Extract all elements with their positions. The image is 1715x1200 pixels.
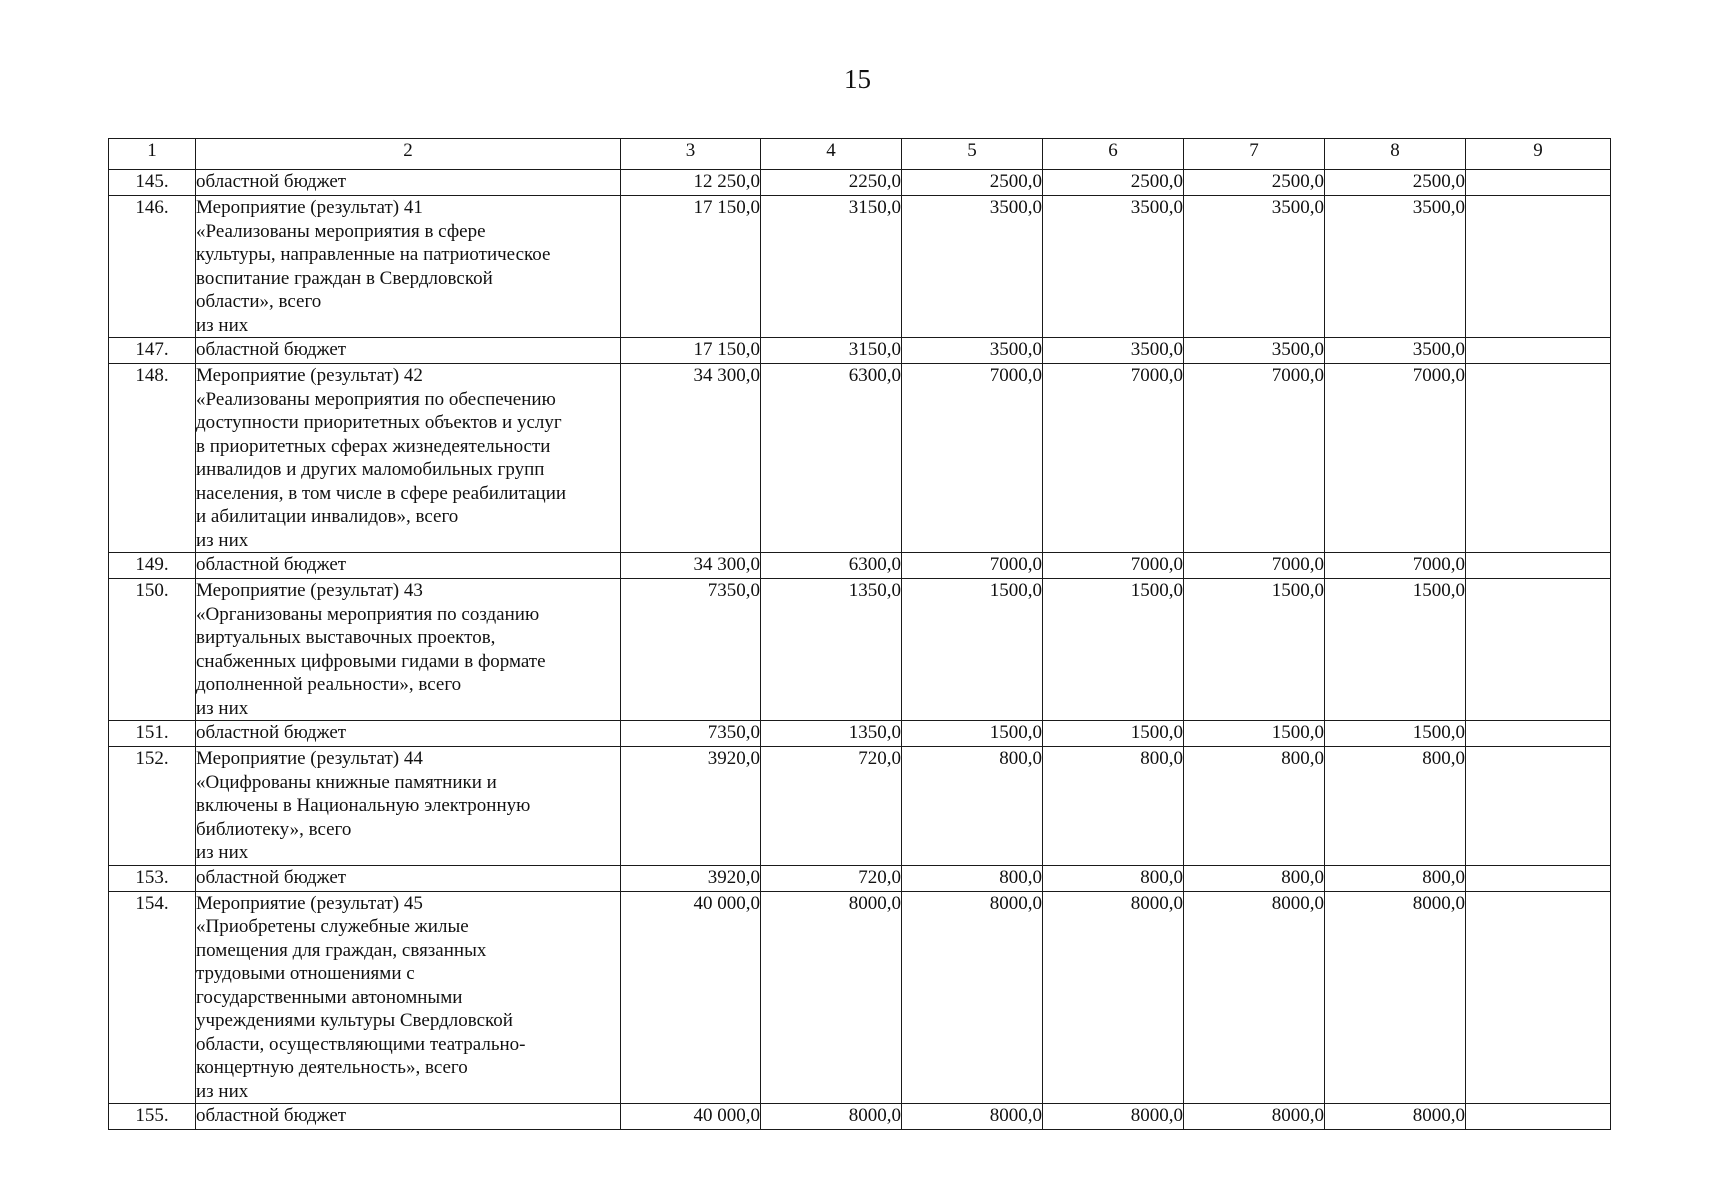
amount-cell-col6: 3500,0 (1043, 338, 1184, 364)
amount-cell-col5: 1500,0 (902, 579, 1043, 721)
description-line: «Реализованы мероприятия по обеспечению (196, 388, 556, 410)
amount-cell-col3: 17 150,0 (621, 196, 761, 338)
description-line: доступности приоритетных объектов и услуг (196, 412, 562, 433)
amount-cell-col6: 2500,0 (1043, 170, 1184, 196)
description-line: из них (196, 529, 249, 551)
amount-cell-col8: 1500,0 (1325, 721, 1466, 747)
amount-cell-col7: 8000,0 (1184, 1104, 1325, 1130)
amount-cell-col7: 8000,0 (1184, 891, 1325, 1104)
row-number: 150. (109, 579, 196, 721)
table-row (109, 196, 1611, 338)
amount-cell-col6: 800,0 (1043, 865, 1184, 891)
amount-cell-col9 (1466, 865, 1611, 891)
amount-cell-col8: 7000,0 (1325, 553, 1466, 579)
table-row (109, 170, 1611, 196)
amount-cell-col4: 1350,0 (761, 721, 902, 747)
description-line: областной бюджет (196, 339, 347, 360)
table-row (109, 1104, 1611, 1130)
row-number: 152. (109, 747, 196, 866)
amount-cell-col6: 800,0 (1043, 747, 1184, 866)
row-number: 153. (109, 865, 196, 891)
row-description (196, 1104, 621, 1130)
description-line: из них (196, 842, 249, 863)
amount-cell-col3: 17 150,0 (621, 338, 761, 364)
amount-cell-col5: 800,0 (902, 865, 1043, 891)
description-line: воспитание граждан в Свердловской (196, 267, 493, 289)
amount-cell-col8: 1500,0 (1325, 579, 1466, 721)
column-header: 2 (196, 139, 621, 170)
amount-cell-col3: 7350,0 (621, 721, 761, 747)
row-description (196, 721, 621, 747)
amount-cell-col7: 2500,0 (1184, 170, 1325, 196)
description-line: дополненной реальности», всего (196, 674, 462, 695)
amount-cell-col3: 34 300,0 (621, 553, 761, 579)
amount-cell-col3: 12 250,0 (621, 170, 761, 196)
amount-cell-col8: 800,0 (1325, 865, 1466, 891)
table-row (109, 747, 1611, 866)
description-line: концертную деятельность», всего (196, 1057, 468, 1078)
table-row (109, 865, 1611, 891)
amount-cell-col5: 3500,0 (902, 338, 1043, 364)
description-line: библиотеку», всего (196, 818, 352, 840)
description-line: населения, в том числе в сфере реабилитации (196, 482, 567, 504)
description-line: областной бюджет (196, 722, 347, 743)
description-line: «Приобретены служебные жилые (196, 916, 469, 937)
row-description (196, 891, 621, 1104)
row-description (196, 747, 621, 866)
description-line: областной бюджет (196, 1105, 347, 1126)
amount-cell-col3: 3920,0 (621, 865, 761, 891)
table-row (109, 721, 1611, 747)
description-line: области», всего (196, 291, 322, 312)
column-header: 8 (1325, 139, 1466, 170)
column-header: 6 (1043, 139, 1184, 170)
amount-cell-col5: 800,0 (902, 747, 1043, 866)
description-line: включены в Национальную электронную (196, 795, 531, 816)
amount-cell-col3: 40 000,0 (621, 1104, 761, 1130)
table-row (109, 364, 1611, 553)
amount-cell-col8: 8000,0 (1325, 1104, 1466, 1130)
row-number: 155. (109, 1104, 196, 1130)
description-line: областной бюджет (196, 866, 347, 888)
description-line: «Реализованы мероприятия в сфере (196, 220, 486, 242)
description-line: виртуальных выставочных проектов, (196, 627, 496, 648)
amount-cell-col9 (1466, 891, 1611, 1104)
amount-cell-col8: 8000,0 (1325, 891, 1466, 1104)
amount-cell-col4: 720,0 (761, 865, 902, 891)
amount-cell-col7: 1500,0 (1184, 721, 1325, 747)
amount-cell-col9 (1466, 364, 1611, 553)
description-line: из них (196, 697, 249, 719)
description-line: из них (196, 1080, 249, 1102)
description-line: культуры, направленные на патриотическое (196, 244, 551, 265)
row-description (196, 338, 621, 364)
page-number: 15 (844, 64, 871, 94)
amount-cell-col3: 3920,0 (621, 747, 761, 866)
row-number: 148. (109, 364, 196, 553)
table-row (109, 891, 1611, 1104)
description-line: помещения для граждан, связанных (196, 939, 487, 961)
amount-cell-col6: 8000,0 (1043, 891, 1184, 1104)
description-line: Мероприятие (результат) 44 (196, 748, 423, 769)
description-line: Мероприятие (результат) 41 (196, 197, 423, 218)
amount-cell-col4: 2250,0 (761, 170, 902, 196)
description-line: областной бюджет (196, 554, 347, 575)
amount-cell-col5: 1500,0 (902, 721, 1043, 747)
column-header: 5 (902, 139, 1043, 170)
amount-cell-col4: 3150,0 (761, 338, 902, 364)
amount-cell-col9 (1466, 747, 1611, 866)
description-line: Мероприятие (результат) 42 (196, 365, 423, 386)
amount-cell-col7: 7000,0 (1184, 553, 1325, 579)
amount-cell-col4: 3150,0 (761, 196, 902, 338)
row-number: 146. (109, 196, 196, 338)
row-description (196, 196, 621, 338)
row-description (196, 579, 621, 721)
amount-cell-col4: 8000,0 (761, 891, 902, 1104)
amount-cell-col7: 800,0 (1184, 747, 1325, 866)
amount-cell-col7: 800,0 (1184, 865, 1325, 891)
description-line: трудовыми отношениями с (196, 963, 415, 984)
description-line: из них (196, 314, 249, 336)
row-number: 154. (109, 891, 196, 1104)
description-line: учреждениями культуры Свердловской (196, 1010, 513, 1031)
amount-cell-col3: 40 000,0 (621, 891, 761, 1104)
amount-cell-col8: 7000,0 (1325, 364, 1466, 553)
row-number: 147. (109, 338, 196, 364)
amount-cell-col9 (1466, 196, 1611, 338)
description-line: Мероприятие (результат) 43 (196, 580, 423, 601)
column-header: 1 (109, 139, 196, 170)
row-description (196, 170, 621, 196)
description-line: «Оцифрованы книжные памятники и (196, 771, 497, 793)
amount-cell-col6: 1500,0 (1043, 721, 1184, 747)
description-line: «Организованы мероприятия по созданию (196, 603, 540, 625)
amount-cell-col3: 34 300,0 (621, 364, 761, 553)
amount-cell-col9 (1466, 338, 1611, 364)
description-line: областной бюджет (196, 171, 347, 192)
amount-cell-col9 (1466, 1104, 1611, 1130)
description-line: в приоритетных сферах жизнедеятельности (196, 435, 551, 457)
amount-cell-col8: 800,0 (1325, 747, 1466, 866)
description-line: Мероприятие (результат) 45 (196, 892, 423, 914)
amount-cell-col5: 8000,0 (902, 891, 1043, 1104)
row-number: 145. (109, 170, 196, 196)
amount-cell-col4: 1350,0 (761, 579, 902, 721)
amount-cell-col4: 8000,0 (761, 1104, 902, 1130)
amount-cell-col8: 3500,0 (1325, 338, 1466, 364)
description-line: государственными автономными (196, 986, 463, 1008)
description-line: снабженных цифровыми гидами в формате (196, 650, 546, 672)
budget-table (108, 138, 1611, 1130)
row-description (196, 364, 621, 553)
table-row (109, 579, 1611, 721)
amount-cell-col4: 6300,0 (761, 553, 902, 579)
amount-cell-col5: 8000,0 (902, 1104, 1043, 1130)
table-body (109, 170, 1611, 1130)
amount-cell-col6: 7000,0 (1043, 553, 1184, 579)
row-description (196, 865, 621, 891)
amount-cell-col4: 720,0 (761, 747, 902, 866)
row-number: 151. (109, 721, 196, 747)
amount-cell-col8: 3500,0 (1325, 196, 1466, 338)
amount-cell-col6: 8000,0 (1043, 1104, 1184, 1130)
row-number: 149. (109, 553, 196, 579)
amount-cell-col5: 7000,0 (902, 364, 1043, 553)
table-row (109, 338, 1611, 364)
amount-cell-col9 (1466, 579, 1611, 721)
description-line: и абилитации инвалидов», всего (196, 506, 459, 527)
amount-cell-col7: 7000,0 (1184, 364, 1325, 553)
amount-cell-col5: 7000,0 (902, 553, 1043, 579)
amount-cell-col8: 2500,0 (1325, 170, 1466, 196)
amount-cell-col7: 3500,0 (1184, 338, 1325, 364)
amount-cell-col6: 3500,0 (1043, 196, 1184, 338)
column-header: 3 (621, 139, 761, 170)
amount-cell-col9 (1466, 721, 1611, 747)
amount-cell-col9 (1466, 553, 1611, 579)
amount-cell-col5: 2500,0 (902, 170, 1043, 196)
amount-cell-col6: 1500,0 (1043, 579, 1184, 721)
amount-cell-col6: 7000,0 (1043, 364, 1184, 553)
amount-cell-col7: 3500,0 (1184, 196, 1325, 338)
row-description (196, 553, 621, 579)
amount-cell-col3: 7350,0 (621, 579, 761, 721)
amount-cell-col7: 1500,0 (1184, 579, 1325, 721)
column-header: 9 (1466, 139, 1611, 170)
description-line: инвалидов и других маломобильных групп (196, 459, 545, 480)
description-line: области, осуществляющими театрально- (196, 1033, 526, 1055)
table-row (109, 553, 1611, 579)
amount-cell-col9 (1466, 170, 1611, 196)
column-header: 7 (1184, 139, 1325, 170)
amount-cell-col4: 6300,0 (761, 364, 902, 553)
amount-cell-col5: 3500,0 (902, 196, 1043, 338)
header-row (109, 139, 1611, 170)
column-header: 4 (761, 139, 902, 170)
